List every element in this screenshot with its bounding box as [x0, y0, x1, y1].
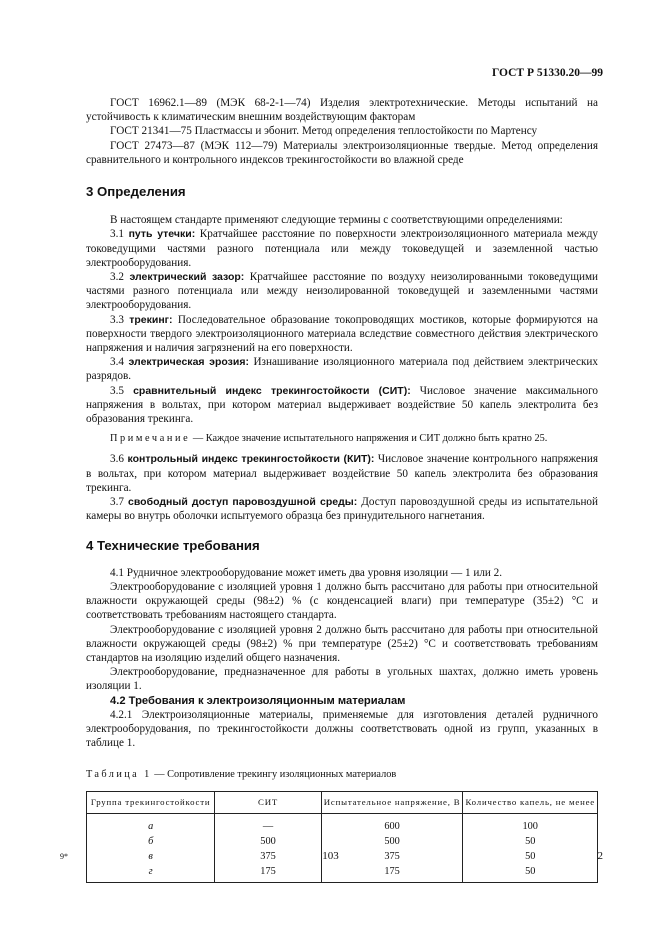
note-label: Примечание — [110, 433, 191, 445]
table-caption-label: Таблица 1 — [86, 769, 152, 781]
definition-3-4 — [86, 355, 598, 383]
note — [86, 432, 598, 446]
definition-term: электрическая эрозия: — [128, 356, 249, 369]
table-caption-text: — Сопротивление трекингу изоляционных материалов — [151, 769, 397, 781]
section-4-title: 4 Технические требования — [86, 538, 260, 554]
definition-text: Кратчайшее расстояние по поверхности электроизоляционного материала между токоведущими частями разного потенциала или между токоведущей и заземленной частью электрооборудования. — [86, 228, 598, 269]
table-row — [87, 835, 598, 850]
definition-text: Последовательное образование токопроводящих мостиков, которые формируются на поверхности твердого электроизоляционного материала вследствие совместного действия электрического напряжения и наличия загрязнений на его поверхности. — [86, 313, 598, 355]
table-cell: 175 — [321, 865, 463, 883]
definition-3-3 — [86, 313, 598, 356]
definition-number: 3.3 — [110, 313, 124, 326]
table-caption — [86, 768, 598, 782]
paragraph-level-1: Электрооборудование с изоляцией уровня 1 должно быть рассчитано для работы при относительной влажности окружающей среды (98±2) % (с конденсацией влаги) при температуре (35±2) °С и соответствовать требованиям настоящего стандарта. — [86, 580, 598, 622]
definition-number: 3.2 — [110, 271, 124, 284]
table-cell: 500 — [215, 835, 321, 850]
table-cell: 500 — [321, 835, 463, 850]
table-cell: в — [87, 850, 215, 865]
table-header-row — [87, 791, 598, 813]
definition-term: трекинг: — [129, 313, 173, 326]
column-header-cti: СИТ — [215, 791, 321, 813]
definition-number: 3.4 — [110, 356, 124, 369]
note-text: — Каждое значение испытательного напряжения и СИТ должно быть кратно 25. — [190, 433, 548, 445]
column-header-group: Группа трекингостойкости — [87, 791, 215, 813]
definition-text: Кратчайшее расстояние по воздуху неизолированными токоведущими частями разного потенциала или между неизолированной токоведущей и заземленными частями электрооборудования. — [86, 271, 599, 312]
definition-3-6 — [86, 452, 598, 495]
section-3-title: 3 Определения — [86, 184, 186, 200]
definition-text: Изнашивание изоляционного материала под действием электрических разрядов. — [86, 356, 599, 383]
definition-number: 3.1 — [110, 228, 124, 241]
column-header-drops: Количество капель, не менее — [463, 791, 598, 813]
table-cell: 375 — [215, 850, 321, 865]
column-header-voltage: Испытательное напряжение, В — [321, 791, 463, 813]
paragraph-4-2-1: 4.2.1 Электроизоляционные материалы, применяемые для изготовления деталей рудничного электрооборудования, по трекингостойкости должны соответствовать одной из групп, указанных в таблице 1. — [86, 708, 598, 750]
subsection-4-2-title: 4.2 Требования к электроизоляционным материалам — [110, 694, 406, 707]
section-3-intro: В настоящем стандарте применяют следующие термины с соответствующими определениями: — [110, 214, 563, 227]
definition-text: Числовое значение максимального напряжения в вольтах, при котором материал выдерживает воздействие 50 капель электролита без образования трекинга. — [86, 384, 599, 426]
table-cell: а — [87, 813, 215, 835]
definition-text: Числовое значение контрольного напряжения в вольтах, при котором материал выдерживает воздействие 50 капель электролита без образования трекинга. — [86, 453, 599, 494]
paragraph-level-2: Электрооборудование с изоляцией уровня 2 должно быть рассчитано для работы при относительной влажности окружающей среды (98±2) % при температуре (25±2) °С и соответствовать требованиям стандартов на изоляцию изделий общего назначения. — [86, 623, 598, 664]
table-cell: 100 — [463, 813, 598, 835]
definition-term: сравнительный индекс трекингостойкости (СИТ): — [133, 384, 411, 397]
sheet-number: 103 — [322, 850, 339, 862]
definition-term: контрольный индекс трекингостойкости (КИТ): — [127, 453, 375, 466]
table-cell: 600 — [321, 813, 463, 835]
definition-3-1 — [86, 227, 598, 270]
paragraph-4-1: 4.1 Рудничное электрооборудование может иметь два уровня изоляции — 1 или 2. — [110, 566, 503, 579]
definition-3-2 — [86, 270, 598, 313]
signature-mark: 9* — [60, 852, 68, 861]
table-cell: 50 — [463, 865, 598, 883]
page-content — [86, 96, 598, 883]
paragraph-coal-mines: Электрооборудование, предназначенное для работы в угольных шахтах, должно иметь уровень изоляции 1. — [86, 666, 598, 693]
table-cell: б — [87, 835, 215, 850]
definition-term: путь утечки: — [128, 228, 196, 241]
table-cell: 175 — [215, 865, 321, 883]
definition-number: 3.6 — [110, 453, 124, 466]
table-cell: г — [87, 865, 215, 883]
page-number: 2 — [597, 850, 603, 862]
reference-1: ГОСТ 16962.1—89 (МЭК 68-2-1—74) Изделия электротехнические. Методы испытаний на устойчивость к климатическим внешним воздействующим факторам — [86, 97, 598, 124]
definition-term: электрический зазор: — [129, 271, 245, 284]
definition-number: 3.5 — [110, 384, 124, 397]
reference-2: ГОСТ 21341—75 Пластмассы и эбонит. Метод определения теплостойкости по Мартенсу — [110, 125, 538, 138]
definition-3-7 — [86, 495, 598, 523]
definition-number: 3.7 — [110, 496, 124, 509]
definition-3-5 — [86, 384, 598, 427]
reference-3: ГОСТ 27473—87 (МЭК 112—79) Материалы электроизоляционные твердые. Метод определения сравнительного и контрольного индексов трекингостойкости во влажной среде — [86, 139, 598, 166]
table-row — [87, 865, 598, 883]
tracking-resistance-table — [86, 791, 598, 883]
table-cell: — — [215, 813, 321, 835]
table-cell: 50 — [463, 850, 598, 865]
table-cell: 50 — [463, 835, 598, 850]
definition-term: свободный доступ паровоздушной среды: — [128, 496, 358, 509]
definition-text: Доступ паровоздушной среды из испытательной камеры во внутрь оболочки испытуемого образца без принудительного нагнетания. — [86, 496, 599, 523]
document-id: ГОСТ Р 51330.20—99 — [492, 67, 603, 79]
table-cell: 375 — [321, 850, 463, 865]
table-row — [87, 813, 598, 835]
